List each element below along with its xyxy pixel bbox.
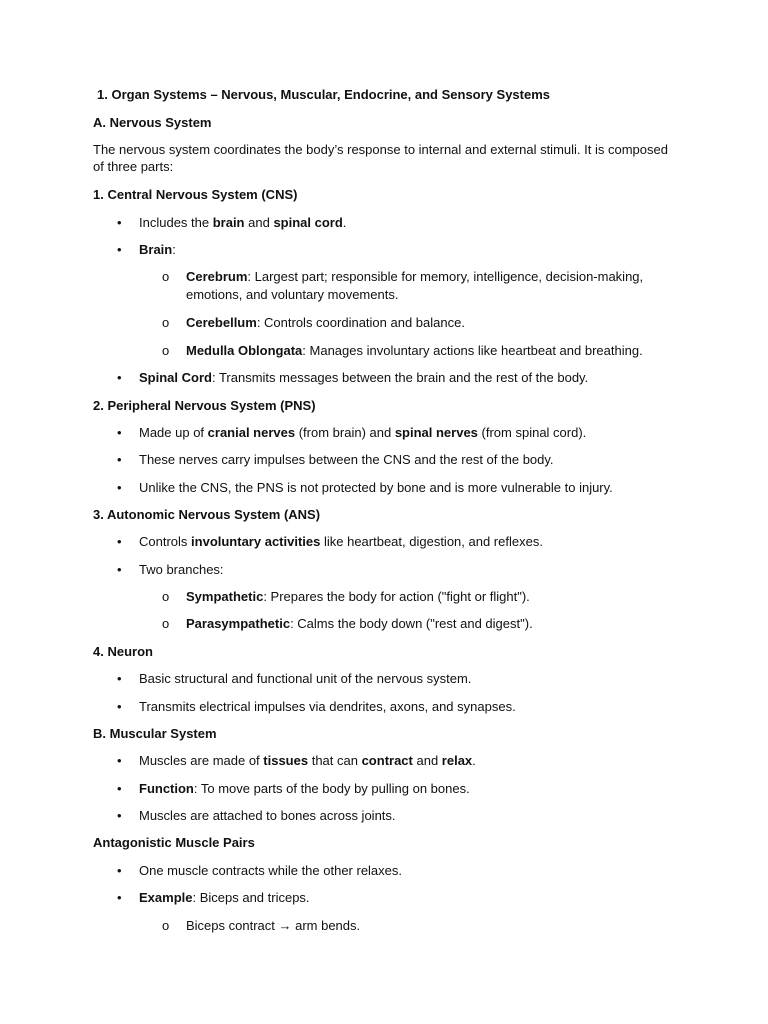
subheading-antagonistic-pairs: Antagonistic Muscle Pairs [93, 835, 255, 850]
list-item: Example: Biceps and triceps. [139, 890, 310, 905]
bullet-icon: • [117, 480, 122, 495]
bullet-icon: • [117, 808, 122, 823]
sub-list-item: Medulla Oblongata: Manages involuntary actions like heartbeat and breathing. [186, 343, 643, 358]
sub-list-item: Cerebellum: Controls coordination and balance. [186, 315, 465, 330]
document-heading: 1. Organ Systems – Nervous, Muscular, Endocrine, and Sensory Systems [97, 87, 551, 102]
sub-list-item: Biceps contract → arm bends. [186, 918, 361, 933]
section-heading-nervous-system: A. Nervous System [93, 115, 212, 130]
list-item: Transmits electrical impulses via dendrites, axons, and synapses. [139, 699, 516, 714]
list-item: Function: To move parts of the body by pulling on bones. [139, 781, 470, 796]
intro-paragraph-line-1: The nervous system coordinates the body’s response to internal and external stimuli. It is composed [93, 142, 668, 157]
bullet-icon: • [117, 452, 122, 467]
bullet-icon: • [117, 863, 122, 878]
bullet-icon: • [117, 699, 122, 714]
list-item: Made up of cranial nerves (from brain) and spinal nerves (from spinal cord). [139, 425, 587, 440]
sub-bullet-icon: o [162, 918, 170, 933]
subheading-neuron: 4. Neuron [93, 644, 153, 659]
list-item: Brain: [139, 242, 176, 257]
bullet-icon: • [117, 562, 122, 577]
list-item: These nerves carry impulses between the CNS and the rest of the body. [139, 452, 554, 467]
list-item: Spinal Cord: Transmits messages between the brain and the rest of the body. [139, 370, 589, 385]
list-item: Muscles are attached to bones across joints. [139, 808, 396, 823]
list-item: Muscles are made of tissues that can contract and relax. [139, 753, 476, 768]
section-heading-muscular-system: B. Muscular System [93, 726, 217, 741]
list-item: Basic structural and functional unit of the nervous system. [139, 671, 472, 686]
subheading-pns: 2. Peripheral Nervous System (PNS) [93, 398, 316, 413]
list-item: Controls involuntary activities like heartbeat, digestion, and reflexes. [139, 534, 543, 549]
sub-bullet-icon: o [162, 343, 170, 358]
sub-list-item-continuation: emotions, and voluntary movements. [186, 287, 399, 302]
subheading-cns: 1. Central Nervous System (CNS) [93, 187, 298, 202]
bullet-icon: • [117, 425, 122, 440]
bullet-icon: • [117, 671, 122, 686]
bullet-icon: • [117, 753, 122, 768]
bullet-icon: • [117, 534, 122, 549]
list-item: One muscle contracts while the other relaxes. [139, 863, 403, 878]
sub-bullet-icon: o [162, 616, 170, 631]
sub-bullet-icon: o [162, 315, 170, 330]
subheading-ans: 3. Autonomic Nervous System (ANS) [93, 507, 321, 522]
sub-list-item: Parasympathetic: Calms the body down ("rest and digest"). [186, 616, 533, 631]
sub-list-item: Cerebrum: Largest part; responsible for memory, intelligence, decision-making, [186, 269, 644, 284]
bullet-icon: • [117, 370, 122, 385]
intro-paragraph-line-2: of three parts: [93, 159, 174, 174]
sub-bullet-icon: o [162, 269, 170, 284]
bullet-icon: • [117, 242, 122, 257]
list-item: Unlike the CNS, the PNS is not protected by bone and is more vulnerable to injury. [139, 480, 613, 495]
bullet-icon: • [117, 781, 122, 796]
bullet-icon: • [117, 215, 122, 230]
list-item: Two branches: [139, 562, 224, 577]
list-item: Includes the brain and spinal cord. [139, 215, 347, 230]
bullet-icon: • [117, 890, 122, 905]
sub-list-item: Sympathetic: Prepares the body for action ("fight or flight"). [186, 589, 530, 604]
sub-bullet-icon: o [162, 589, 170, 604]
